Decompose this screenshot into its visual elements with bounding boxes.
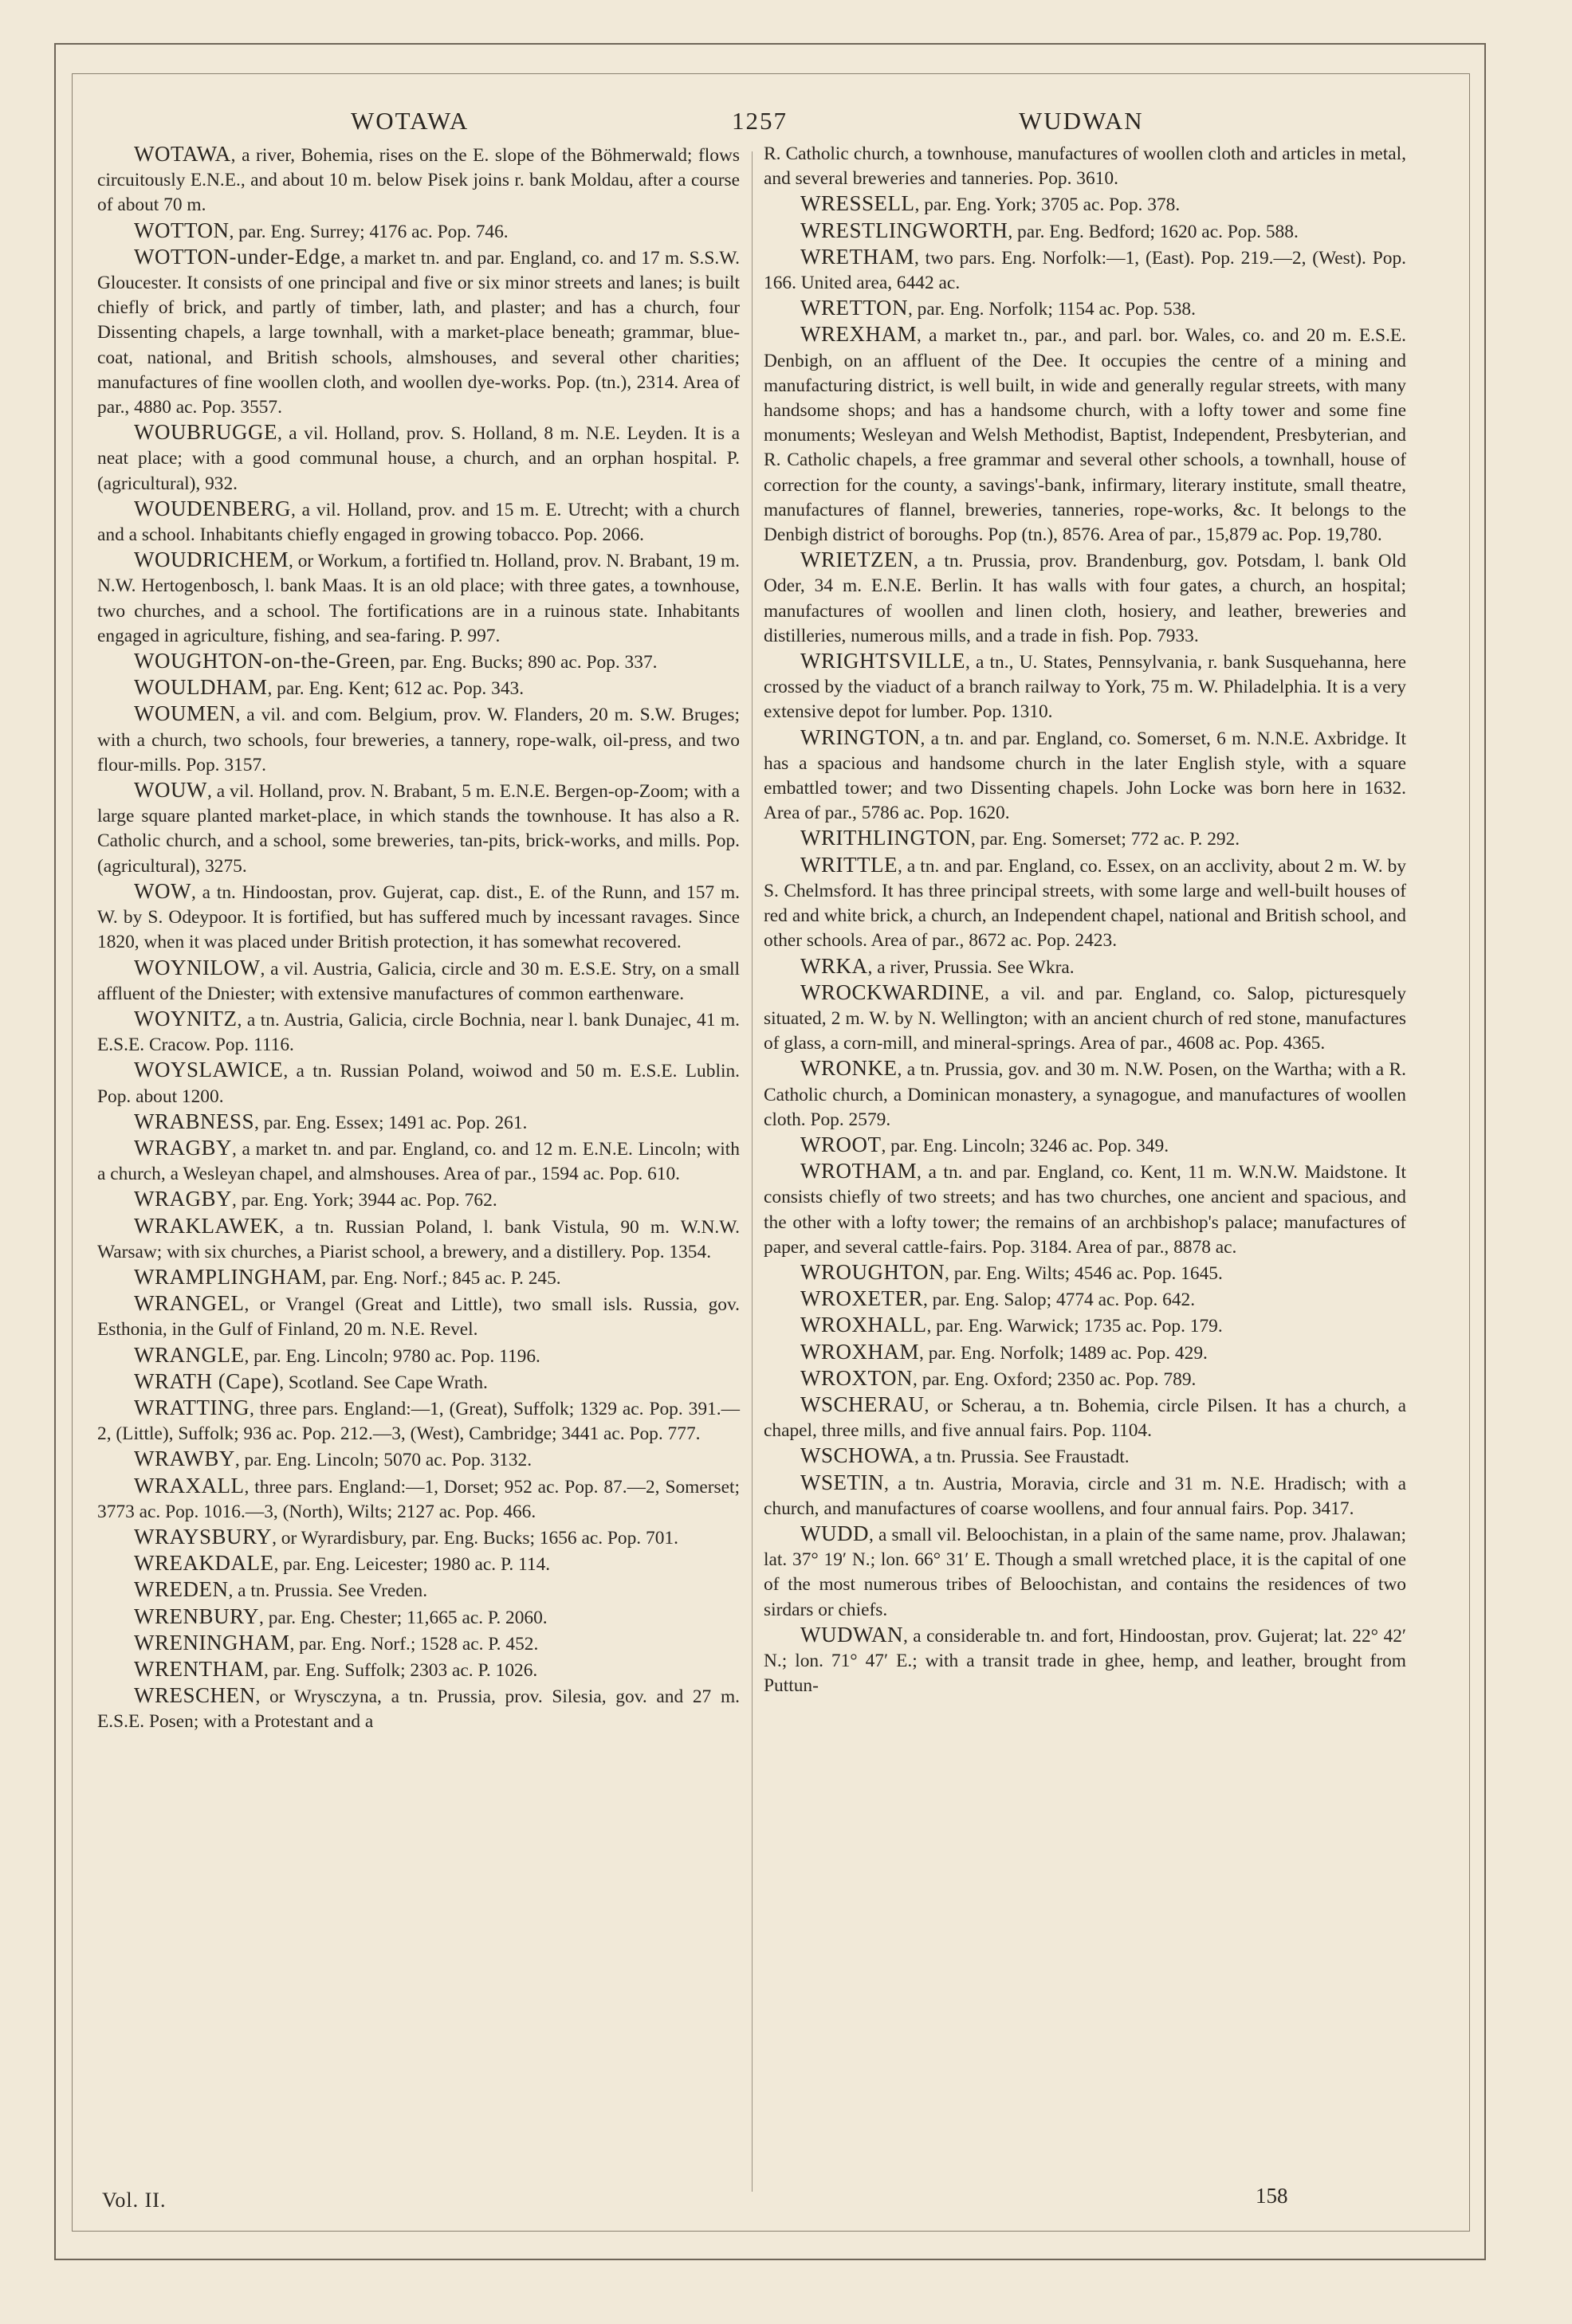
- entry-text: , par. Eng. Lincoln; 5070 ac. Pop. 3132.: [234, 1450, 533, 1471]
- entry-text: , par. Eng. Bedford; 1620 ac. Pop. 588.: [1008, 221, 1299, 242]
- entry-headword: WRONKE: [800, 1056, 898, 1081]
- entry-headword: WRENINGHAM: [134, 1630, 290, 1655]
- entry-text: , or Scherau, a tn. Bohemia, circle Pilsen. It has a church, a chapel, three mills, and five annual fairs. Pop. 1104.: [764, 1395, 1406, 1442]
- entry-text: , a river, Bohemia, rises on the E. slope of the Böhmerwald; flows circuitously E.N.E., and about 10 m. below Pisek joins r. bank Moldau, after a course of about 70 m.: [97, 145, 740, 216]
- gazetteer-entry: [764, 826, 1406, 852]
- entry-headword: WROXHALL: [800, 1313, 927, 1337]
- gazetteer-entry: [764, 1623, 1406, 1699]
- entry-text: , or Wyrardisbury, par. Eng. Bucks; 1656 ac. Pop. 701.: [272, 1527, 678, 1549]
- entry-headword: WOW: [134, 878, 191, 903]
- gazetteer-entry: [764, 954, 1406, 980]
- entry-text: , a market tn. and par. England, co. and 17 m. S.S.W. Gloucester. It consists of one principal and five or six minor streets and lanes; is built chiefly of brick, and partly of timber, lath, and plaster; and has a church, four Dissenting chapels, a large townhall, with a market-place beneath; grammar, blue-coat, national, and British schools, almshouses, and several other charities; manufactures of fine woollen cloth, and woollen dye-works. Pop. (tn.), 2314. Area of par., 4880 ac. Pop. 3557.: [97, 247, 740, 418]
- entry-text: , par. Eng. Norfolk; 1154 ac. Pop. 538.: [907, 299, 1196, 320]
- entry-headword: WREXHAM: [800, 322, 917, 347]
- entry-headword: WROUGHTON: [800, 1259, 945, 1284]
- gazetteer-entry: [764, 548, 1406, 649]
- entry-headword: WRATTING: [134, 1395, 250, 1419]
- gazetteer-entry: [764, 1443, 1406, 1470]
- gazetteer-entry: [764, 725, 1406, 826]
- entry-text: , a vil. Holland, prov. N. Brabant, 5 m. E.N.E. Bergen-op-Zoom; with a large square planted market-place, in which stands the townhouse. It has also a R. Catholic church, and a school, some breweries, tan-pits, brick-works, and mills. Pop. (agricultural), 3275.: [97, 781, 740, 877]
- entry-text: , a tn. Russian Poland, woiwod and 50 m. E.S.E. Lublin. Pop. about 1200.: [97, 1061, 740, 1107]
- entry-headword: WRINGTON: [800, 724, 921, 749]
- entry-headword: WREAKDALE: [134, 1551, 274, 1576]
- header-right-word: WUDWAN: [1019, 107, 1144, 135]
- gazetteer-entry: [764, 1470, 1406, 1521]
- entry-text: , par. Eng. Somerset; 772 ac. P. 292.: [970, 829, 1240, 850]
- gazetteer-entry: [97, 1136, 740, 1187]
- entry-text: , par. Eng. Leicester; 1980 ac. P. 114.: [273, 1554, 551, 1576]
- gazetteer-entry: [97, 420, 740, 497]
- entry-headword: WOUDRICHEM: [134, 548, 289, 572]
- running-header: [88, 102, 1459, 142]
- gazetteer-entry: [97, 497, 740, 548]
- gazetteer-entry: [97, 1631, 740, 1657]
- gazetteer-entry: [97, 1396, 740, 1447]
- right-column: [764, 142, 1406, 1698]
- gazetteer-entry: [764, 1313, 1406, 1339]
- entry-text: , par. Eng. Salop; 4774 ac. Pop. 642.: [922, 1290, 1196, 1311]
- entry-headword: WRABNESS: [134, 1109, 255, 1133]
- entry-text: , a tn. and par. England, co. Essex, on an acclivity, about 2 m. W. by S. Chelmsford. It has three principal streets, with some large and well-built houses of red and white brick, a church, an Independent chapel, national and British school, and other schools. Area of par., 8672 ac. Pop. 2423.: [764, 855, 1406, 952]
- entry-headword: WROXHAM: [800, 1339, 919, 1364]
- entry-text: , a vil. Austria, Galicia, circle and 30 m. E.S.E. Stry, on a small affluent of the Dniester; with extensive manufactures of common earthenware.: [97, 958, 740, 1004]
- entry-text: , par. Eng. Lincoln; 9780 ac. Pop. 1196.: [244, 1345, 540, 1367]
- gazetteer-entry: [764, 1159, 1406, 1260]
- gazetteer-entry: [97, 1214, 740, 1265]
- entry-text: , par. Eng. Lincoln; 3246 ac. Pop. 349.: [881, 1135, 1169, 1156]
- entry-headword: WSCHOWA: [800, 1443, 914, 1468]
- entry-headword: WRIETZEN: [800, 548, 914, 572]
- entry-text: , par. Eng. Norf.; 1528 ac. P. 452.: [289, 1633, 539, 1655]
- gazetteer-entry: [764, 1366, 1406, 1392]
- entry-text: , a market tn., par., and parl. bor. Wales, co. and 20 m. E.S.E. Denbigh, on an affluent of the Dee. It occupies the centre of a mining and manufacturing district, is well built, in wide and generally regular streets, with many handsome shops; and has a handsome church, with a lofty tower and some fine monuments; Wesleyan and Welsh Methodist, Baptist, Independent, Presbyterian, and R. Catholic chapels, a free grammar and several other schools, a townhall, house of correction for the county, a savings'-bank, infirmary, literary institute, small theatre, manufactures of flannel, breweries, tanneries, rope-works, &c. It belongs to the Denbigh district of boroughs. Pop (tn.), 8576. Area of par., 15,879 ac. Pop. 19,780.: [764, 325, 1406, 546]
- entry-headword: WRIGHTSVILLE: [800, 649, 965, 673]
- entry-text: , a vil. Holland, prov. and 15 m. E. Utrecht; with a church and a school. Inhabitants chiefly engaged in growing tobacco. Pop. 2066.: [97, 499, 740, 546]
- entry-text: , or Workum, a fortified tn. Holland, prov. N. Brabant, 19 m. N.W. Hertogenbosch, l. bank Maas. It is an old place; with three gates, a townhouse, two churches, and a school. The fortifications are in a ruinous state. Inhabitants engaged in agriculture, fishing, and sea-faring. P. 997.: [97, 551, 740, 646]
- entry-headword: WRAYSBURY: [134, 1524, 273, 1549]
- gazetteer-entry: [97, 548, 740, 649]
- entry-headword: WRETHAM: [800, 244, 914, 269]
- entry-text: , three pars. England:—1, (Great), Suffolk; 1329 ac. Pop. 391.—2, (Little), Suffolk; 936 ac. Pop. 212.—3, (West), Cambridge; 3441 ac. Pop. 777.: [97, 1398, 740, 1445]
- gazetteer-entry: [97, 1058, 740, 1109]
- entry-text: , a tn. Prussia, prov. Brandenburg, gov. Potsdam, l. bank Old Oder, 34 m. E.N.E. Berlin. It has walls with four gates, a church, an hospital; manufactures of woollen and linen cloth, hosiery, and leather, breweries and distilleries, numerous mills, and a trade in fish. Pop. 7933.: [764, 551, 1406, 646]
- entry-headword: WOTTON: [134, 218, 230, 242]
- entry-text: , par. Eng. Essex; 1491 ac. Pop. 261.: [254, 1112, 528, 1133]
- gazetteer-entry: [764, 296, 1406, 322]
- entry-text: , or Wrysczyna, a tn. Prussia, prov. Silesia, gov. and 27 m. E.S.E. Posen; with a Protestant and a: [97, 1686, 740, 1733]
- gazetteer-entry: [764, 853, 1406, 954]
- gazetteer-entry: [97, 1187, 740, 1213]
- entry-text: , par. Eng. Norf.; 845 ac. P. 245.: [321, 1267, 561, 1289]
- entry-headword: WRITTLE: [800, 852, 898, 877]
- entry-headword: WRAXALL: [134, 1473, 245, 1498]
- entry-headword: WREDEN: [134, 1577, 229, 1602]
- gazetteer-entry: [97, 701, 740, 778]
- gazetteer-entry: [97, 778, 740, 879]
- entry-headword: WRAWBY: [134, 1447, 235, 1471]
- entry-text: , a vil. and par. England, co. Salop, picturesquely situated, 2 m. W. by N. Wellington; with an ancient church of red stone, manufactures of glass, a corn-mill, and mineral-springs. Area of par., 4608 ac. Pop. 4365.: [764, 983, 1406, 1054]
- entry-text: , Scotland. See Cape Wrath.: [279, 1372, 488, 1393]
- gazetteer-entry: [764, 1392, 1406, 1443]
- entry-text: , three pars. England:—1, Dorset; 952 ac. Pop. 87.—2, Somerset; 3773 ac. Pop. 1016.—3, (North), Wilts; 2127 ac. Pop. 466.: [97, 1476, 740, 1522]
- gazetteer-entry: [764, 980, 1406, 1057]
- left-column: [97, 142, 740, 1735]
- entry-text: , a river, Prussia. See Wkra.: [867, 956, 1075, 978]
- entry-headword: WUDD: [800, 1521, 869, 1545]
- entry-text: , par. Eng. York; 3944 ac. Pop. 762.: [232, 1190, 497, 1211]
- gazetteer-entry: [97, 956, 740, 1007]
- gazetteer-entry: [97, 1604, 740, 1631]
- entry-text: , or Vrangel (Great and Little), two small isls. Russia, gov. Esthonia, in the Gulf of Finland, 20 m. N.E. Revel.: [97, 1294, 740, 1341]
- gazetteer-entry: [97, 1577, 740, 1604]
- header-left-word: WOTAWA: [351, 107, 470, 135]
- entry-headword: WRAGBY: [134, 1135, 232, 1160]
- entry-text: , a tn. Austria, Moravia, circle and 31 m. N.E. Hradisch; with a church, and manufactures of coarse woollens, and four annual fairs. Pop. 3417.: [764, 1473, 1406, 1519]
- gazetteer-entry: [764, 322, 1406, 548]
- entry-text: , par. Eng. Bucks; 890 ac. Pop. 337.: [390, 652, 658, 673]
- gazetteer-entry: [764, 1133, 1406, 1159]
- gazetteer-entry: [97, 1343, 740, 1369]
- entry-text: , a tn. Hindoostan, prov. Gujerat, cap. dist., E. of the Runn, and 157 m. W. by S. Odeypoor. It is fortified, but has suffered much by incessant ravages. Since 1820, when it was placed under British protection, it has somewhat recovered.: [97, 881, 740, 953]
- gazetteer-entry: [97, 1551, 740, 1577]
- entry-text: , par. Eng. York; 3705 ac. Pop. 378.: [914, 194, 1181, 216]
- column-divider: [752, 151, 753, 2192]
- entry-headword: WRENBURY: [134, 1604, 260, 1628]
- entry-headword: WOUMEN: [134, 701, 236, 726]
- entry-text: , par. Eng. Kent; 612 ac. Pop. 343.: [267, 678, 525, 700]
- gazetteer-entry: [97, 1447, 740, 1473]
- entry-headword: WRENTHAM: [134, 1656, 264, 1681]
- entry-headword: WOYNITZ: [134, 1006, 238, 1030]
- entry-headword: WUDWAN: [800, 1622, 903, 1647]
- gazetteer-entry: [97, 245, 740, 420]
- entry-headword: WROXETER: [800, 1286, 923, 1311]
- gazetteer-entry: [97, 142, 740, 218]
- entry-headword: WRESSELL: [800, 191, 915, 216]
- gazetteer-entry: [97, 1291, 740, 1342]
- entry-headword: WROOT: [800, 1132, 882, 1156]
- entry-headword: WRITHLINGTON: [800, 826, 971, 850]
- entry-text: , par. Eng. Norfolk; 1489 ac. Pop. 429.: [919, 1342, 1208, 1364]
- entry-headword: WOTAWA: [134, 142, 231, 166]
- gazetteer-entry: [764, 1056, 1406, 1133]
- entry-text: , a tn. Austria, Galicia, circle Bochnia, near l. bank Dunajec, 41 m. E.S.E. Cracow. Pop. 1116.: [97, 1009, 740, 1056]
- entry-headword: WROCKWARDINE: [800, 979, 984, 1004]
- gazetteer-entry: [97, 1369, 740, 1396]
- entry-text: , par. Eng. Warwick; 1735 ac. Pop. 179.: [926, 1316, 1223, 1337]
- entry-headword: WROXTON: [800, 1365, 913, 1390]
- entry-text: , a tn. Prussia. See Vreden.: [228, 1580, 428, 1602]
- gazetteer-entry: [97, 1657, 740, 1683]
- entry-headword: WRAGBY: [134, 1187, 232, 1211]
- gazetteer-entry: [764, 1286, 1406, 1313]
- gazetteer-entry: [97, 1683, 740, 1734]
- entry-headword: WRAMPLINGHAM: [134, 1264, 322, 1289]
- entry-headword: WRESTLINGWORTH: [800, 218, 1008, 242]
- entry-text: , a tn. and par. England, co. Kent, 11 m. W.N.W. Maidstone. It consists chiefly of two streets; and has two churches, one ancient and spacious, and the other with a lofty tower; the remains of an archbishop's palace; manufactures of paper, and several cattle-fairs. Pop. 3184. Area of par., 8878 ac.: [764, 1162, 1406, 1258]
- entry-text: , a tn. and par. England, co. Somerset, 6 m. N.N.E. Axbridge. It has a spacious and handsome church in the later English style, with a square embattled tower; and two Dissenting chapels. John Locke was born here in 1632. Area of par., 5786 ac. Pop. 1620.: [764, 728, 1406, 824]
- gazetteer-entry: [97, 1109, 740, 1136]
- entry-text: , a vil. Holland, prov. S. Holland, 8 m. N.E. Leyden. It is a neat place; with a good communal house, a church, and an orphan hospital. P. (agricultural), 932.: [97, 423, 740, 494]
- entry-headword: WROTHAM: [800, 1159, 917, 1184]
- entry-headword: WOYNILOW: [134, 955, 261, 979]
- continuation-paragraph: R. Catholic church, a townhouse, manufactures of woollen cloth and articles in metal, and several breweries and tanneries. Pop. 3610.: [764, 143, 1406, 190]
- entry-text: , a vil. and com. Belgium, prov. W. Flanders, 20 m. S.W. Bruges; with a church, two schools, four breweries, a tannery, rope-walk, oil-press, and two flour-mills. Pop. 3157.: [97, 705, 740, 775]
- entry-text: , par. Eng. Surrey; 4176 ac. Pop. 746.: [229, 221, 509, 242]
- entry-text: , a tn., U. States, Pennsylvania, r. bank Susquehanna, here crossed by the viaduct of a branch railway to York, 75 m. W. Philadelphia. It is a very extensive depot for lumber. Pop. 1310.: [764, 652, 1406, 723]
- gazetteer-entry: [97, 1525, 740, 1551]
- entry-text: , two pars. Eng. Norfolk:—1, (East). Pop. 219.—2, (West). Pop. 166. United area, 6442 ac.: [764, 247, 1406, 294]
- entry-text: , par. Eng. Oxford; 2350 ac. Pop. 789.: [913, 1368, 1197, 1390]
- gazetteer-entry: [97, 218, 740, 245]
- page-number: 1257: [732, 107, 788, 135]
- entry-text: , par. Eng. Suffolk; 2303 ac. P. 1026.: [263, 1659, 538, 1681]
- gazetteer-entry: [97, 1474, 740, 1525]
- gazetteer-entry: [97, 675, 740, 701]
- entry-headword: WRKA: [800, 953, 868, 978]
- entry-headword: WOTTON-under-Edge: [134, 244, 341, 269]
- entry-headword: WRANGEL: [134, 1291, 245, 1316]
- gazetteer-entry: [764, 1521, 1406, 1623]
- gazetteer-entry: [97, 1265, 740, 1291]
- entry-text: , a tn. Russian Poland, l. bank Vistula, 90 m. W.N.W. Warsaw; with six churches, a Piarist school, a brewery, and a distillery. Pop. 1354.: [97, 1216, 740, 1262]
- entry-text: , a tn. Prussia, gov. and 30 m. N.W. Posen, on the Wartha; with a R. Catholic church, a Dominican monastery, a synagogue, and manufactures of woollen cloth. Pop. 2579.: [764, 1059, 1406, 1130]
- entry-text: , a small vil. Beloochistan, in a plain of the same name, prov. Jhalawan; lat. 37° 19′ N.; lon. 66° 31′ E. Though a small wretched place, it is the capital of one of the most numerous tribes of Beloochistan, and contains the residences of two sirdars or chiefs.: [764, 1524, 1406, 1620]
- gazetteer-entry: [764, 191, 1406, 218]
- entry-text: , a considerable tn. and fort, Hindoostan, prov. Gujerat; lat. 22° 42′ N.; lon. 71° 47′ E.; with a transit trade in ghee, hemp, and leather, brought from Puttun-: [764, 1625, 1406, 1697]
- signature-mark: 158: [1256, 2184, 1288, 2208]
- volume-label: Vol. II.: [102, 2189, 167, 2212]
- gazetteer-entry: [764, 245, 1406, 296]
- gazetteer-entry: [97, 649, 740, 675]
- entry-headword: WOUW: [134, 778, 207, 803]
- entry-text: , par. Eng. Wilts; 4546 ac. Pop. 1645.: [945, 1262, 1223, 1284]
- entry-headword: WOUDENBERG: [134, 496, 291, 520]
- entry-headword: WRAKLAWEK: [134, 1213, 280, 1238]
- entry-headword: WRETTON: [800, 296, 908, 320]
- entry-text: , a market tn. and par. England, co. and 12 m. E.N.E. Lincoln; with a church, a Wesleyan chapel, and almshouses. Area of par., 1594 ac. Pop. 610.: [97, 1138, 740, 1185]
- entry-headword: WRANGLE: [134, 1342, 245, 1367]
- entry-text: , par. Eng. Chester; 11,665 ac. P. 2060.: [259, 1607, 548, 1628]
- entry-headword: WRATH (Cape): [134, 1368, 280, 1393]
- gazetteer-entry: [97, 879, 740, 956]
- entry-text: , a tn. Prussia. See Fraustadt.: [914, 1447, 1130, 1468]
- entry-headword: WOUGHTON-on-the-Green: [134, 649, 391, 673]
- entry-headword: WOUBRUGGE: [134, 420, 277, 445]
- entry-headword: WSCHERAU: [800, 1392, 925, 1416]
- gazetteer-entry: [764, 1260, 1406, 1286]
- gazetteer-entry: [764, 649, 1406, 725]
- entry-headword: WSETIN: [800, 1470, 884, 1494]
- entry-headword: WOULDHAM: [134, 675, 268, 700]
- entry-headword: WRESCHEN: [134, 1683, 256, 1708]
- gazetteer-entry: [97, 1007, 740, 1058]
- entry-headword: WOYSLAWICE: [134, 1058, 284, 1082]
- gazetteer-entry: [764, 218, 1406, 245]
- gazetteer-entry: [764, 1340, 1406, 1366]
